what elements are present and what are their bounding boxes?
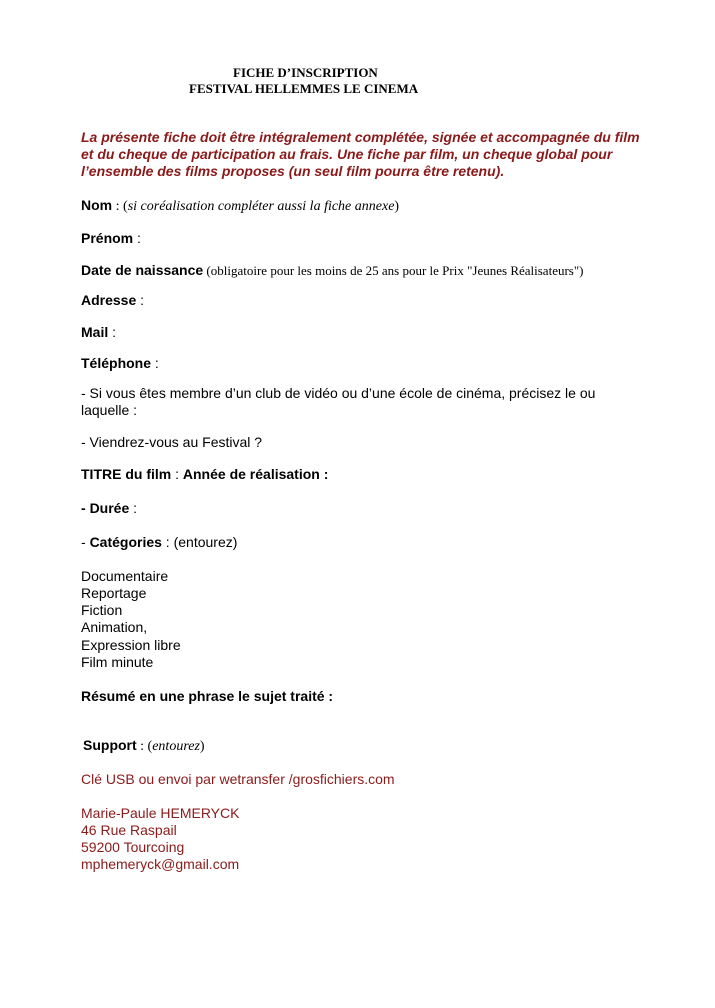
category-option[interactable]: Film minute	[81, 654, 154, 670]
club-question-line1: - Si vous êtes membre d’un club de vidéo ou d’une école de cinéma, précisez le ou	[81, 385, 596, 401]
nom-close: )	[394, 199, 400, 214]
categories-prefix: -	[81, 534, 90, 550]
mail-label: Mail	[81, 324, 109, 340]
intro-instructions: La présente fiche doit être intégralement complétée, signée et accompagnée du film et du cheque de participation au frais. Une fiche par film, un cheque global pour l’ensemble des films proposes (un seul film pourra être retenu).	[81, 129, 640, 179]
delivery-method: Clé USB ou envoi par wetransfer /grosfichiers.com	[81, 771, 395, 787]
film-title-field	[81, 466, 328, 483]
categories-note: : (entourez)	[161, 534, 238, 550]
film-title-label: TITRE du film	[81, 466, 172, 482]
category-option[interactable]: Animation,	[81, 619, 148, 635]
date-naissance-field	[81, 262, 584, 279]
duree-prefix: -	[81, 500, 90, 516]
category-option[interactable]: Fiction	[81, 602, 123, 618]
telephone-label: Téléphone	[81, 355, 152, 371]
festival-title: FESTIVAL HELLEMMES LE CINEMA	[189, 81, 419, 96]
duree-separator: :	[129, 500, 138, 516]
support-separator: : (	[136, 739, 153, 754]
duree-field	[81, 500, 137, 517]
form-title: FICHE D’INSCRIPTION	[233, 65, 378, 80]
prenom-label: Prénom	[81, 230, 134, 246]
club-question-line2: laquelle :	[81, 402, 138, 418]
contact-name: Marie-Paule HEMERYCK	[81, 805, 240, 821]
date-naissance-note: (obligatoire pour les moins de 25 ans pour le Prix "Jeunes Réalisateurs")	[203, 263, 584, 278]
year-label: Année de réalisation :	[182, 466, 329, 482]
telephone-separator: :	[151, 355, 159, 371]
support-note: entourez	[152, 739, 200, 754]
duree-label: Durée	[89, 500, 130, 516]
contact-street: 46 Rue Raspail	[81, 822, 177, 838]
support-field	[83, 737, 205, 755]
adresse-field	[81, 292, 144, 309]
telephone-field	[81, 355, 159, 372]
adresse-separator: :	[136, 292, 145, 308]
date-naissance-label: Date de naissance	[81, 262, 204, 278]
summary-label: Résumé en une phrase le sujet traité :	[81, 688, 334, 704]
prenom-separator: :	[133, 230, 141, 246]
attendance-question: - Viendrez-vous au Festival ?	[81, 434, 263, 450]
category-option[interactable]: Documentaire	[81, 568, 169, 584]
category-option[interactable]: Expression libre	[81, 637, 181, 653]
nom-separator: : (	[112, 199, 128, 214]
support-close: )	[199, 739, 205, 754]
support-label: Support	[83, 737, 137, 753]
mail-separator: :	[108, 324, 117, 340]
contact-email[interactable]: mphemeryck@gmail.com	[81, 856, 240, 872]
nom-note: si coréalisation compléter aussi la fiche annexe	[127, 199, 395, 214]
nom-label: Nom	[81, 197, 113, 213]
nom-field	[81, 197, 399, 215]
categories-field	[81, 534, 237, 551]
category-option[interactable]: Reportage	[81, 585, 147, 601]
categories-label: Catégories	[89, 534, 162, 550]
adresse-label: Adresse	[81, 292, 137, 308]
film-title-separator: :	[171, 466, 183, 482]
mail-field	[81, 324, 116, 341]
contact-city: 59200 Tourcoing	[81, 839, 185, 855]
prenom-field	[81, 230, 141, 247]
